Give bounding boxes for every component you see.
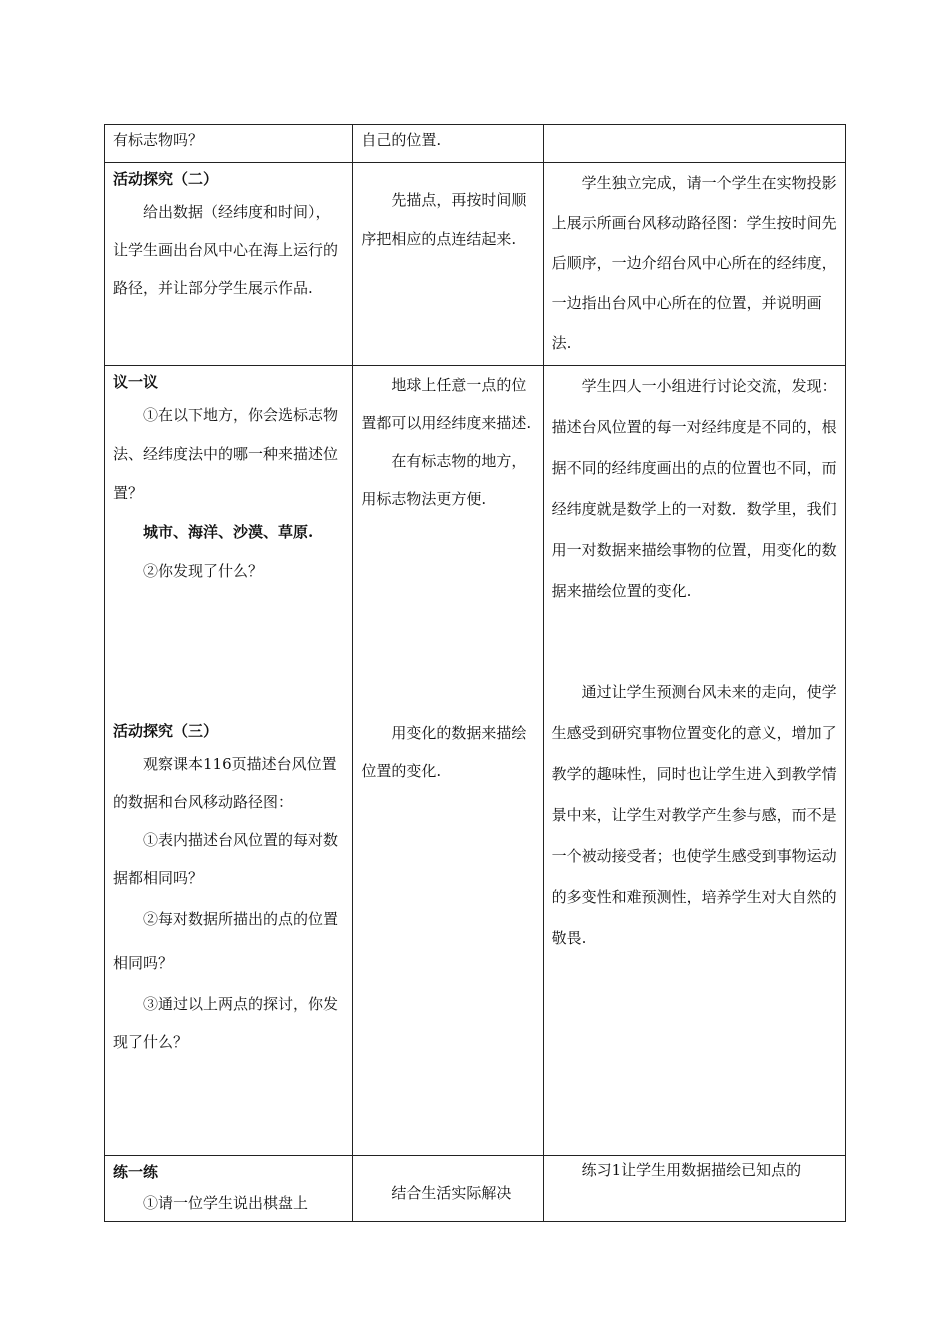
cell-text: ③通过以上两点的探讨，你发现了什么？ [113, 995, 339, 1051]
cell-text: 结合生活实际解决 [391, 1184, 512, 1202]
table-cell [543, 366, 845, 1156]
cell-text: 学生四人一小组进行讨论交流，发现：描述台风位置的每一对经纬度是不同的，根据不同的经纬度画出的点的位置也不同，而经纬度就是数学上的一对数．数学里，我们用一对数据来描绘事物的位置，用变化的数据来描绘位置的变化. [551, 377, 837, 600]
lesson-table [104, 124, 846, 1222]
cell-text: 给出数据（经纬度和时间），让学生画出台风中心在海上运行的路径，并让部分学生展示作品. [113, 203, 339, 297]
section-heading: 活动探究（三） [113, 722, 219, 740]
table-row [105, 1156, 846, 1222]
table-cell [353, 1156, 543, 1222]
table-cell [353, 163, 543, 366]
table-row [105, 125, 846, 163]
cell-text: ①在以下地方，你会选标志物法、经纬度法中的哪一种来描述位置？ [113, 406, 339, 502]
table-cell [543, 163, 845, 366]
cell-text: 先描点，再按时间顺序把相应的点连结起来. [361, 191, 527, 248]
table-cell [105, 366, 353, 1156]
section-heading: 活动探究（二） [113, 170, 219, 188]
section-heading: 练一练 [113, 1163, 159, 1181]
cell-text: 有标志物吗？ [113, 131, 204, 149]
table-row [105, 366, 846, 1156]
table-cell [105, 163, 353, 366]
cell-text: 城市、海洋、沙漠、草原. [143, 523, 314, 541]
table-cell [543, 125, 845, 163]
table-cell [353, 366, 543, 1156]
cell-text: 学生独立完成，请一个学生在实物投影上展示所画台风移动路径图：学生按时间先后顺序，一边介绍台风中心所在的经纬度，一边指出台风中心所在的位置，并说明画法. [551, 174, 837, 352]
table-cell [543, 1156, 845, 1222]
cell-text: 自己的位置. [361, 131, 442, 149]
cell-text: ①请一位学生说出棋盘上 [143, 1194, 309, 1212]
cell-text: 用变化的数据来描绘位置的变化. [361, 724, 527, 780]
table-cell [105, 1156, 353, 1222]
cell-text: ①表内描述台风位置的每对数据都相同吗？ [113, 831, 339, 887]
cell-text: 观察课本116页描述台风位置的数据和台风移动路径图： [113, 755, 337, 811]
cell-text: 地球上任意一点的位置都可以用经纬度来描述. [361, 376, 532, 432]
cell-text: ②每对数据所描出的点的位置相同吗？ [113, 910, 339, 972]
table-cell [105, 125, 353, 163]
section-heading: 议一议 [113, 373, 159, 391]
table-cell [353, 125, 543, 163]
cell-text: ②你发现了什么？ [143, 562, 264, 580]
cell-text: 通过让学生预测台风未来的走向，使学生感受到研究事物位置变化的意义，增加了教学的趣味性，同时也让学生进入到教学情景中来，让学生对教学产生参与感，而不是一个被动接受者；也使学生感受到事物运动的多变性和难预测性，培养学生对大自然的敬畏. [551, 683, 837, 947]
cell-text: 练习1让学生用数据描绘已知点的 [581, 1161, 802, 1179]
cell-text: 在有标志物的地方，用标志物法更方便. [361, 452, 527, 508]
table-row [105, 163, 846, 366]
